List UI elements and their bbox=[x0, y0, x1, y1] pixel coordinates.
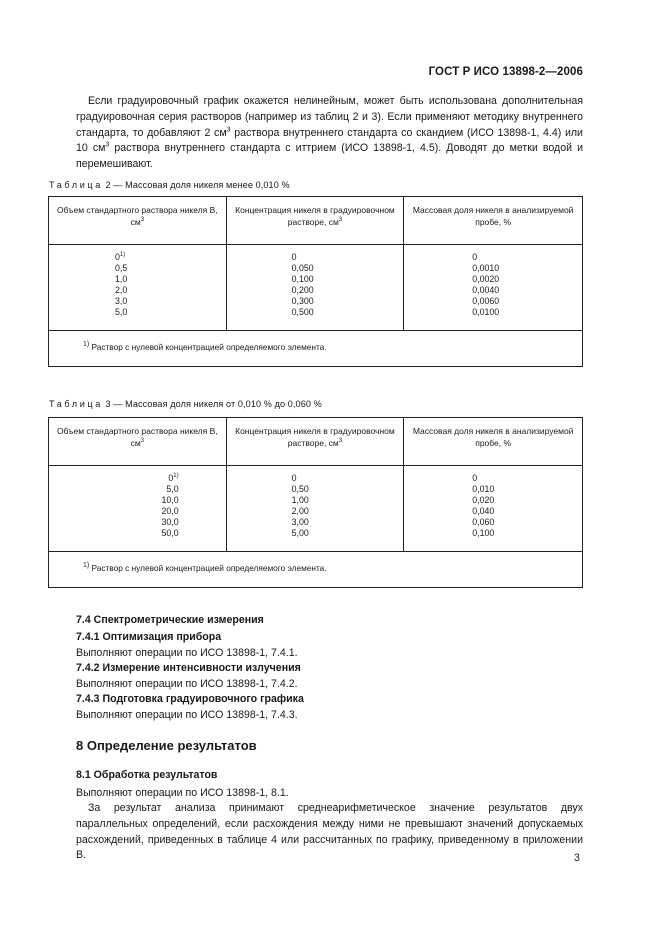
table2-vol-2: 1,0 bbox=[115, 273, 128, 284]
table3-col2-label: Концентрация никеля в градуировочном растворе, см bbox=[235, 426, 395, 448]
table2-frac-1: 0,0010 bbox=[472, 262, 500, 273]
table2-caption-word: Таблица bbox=[49, 180, 103, 190]
document-header: ГОСТ Р ИСО 13898-2—2006 bbox=[428, 66, 583, 78]
table3-footnote-mark: 1) bbox=[83, 562, 90, 569]
table3-vol-2: 10,0 bbox=[161, 494, 179, 505]
intro-sup-2: 3 bbox=[105, 141, 110, 149]
section-8-1-text: Выполняют операции по ИСО 13898-1, 8.1. bbox=[76, 787, 289, 799]
table3-col3-label: Массовая доля никеля в анализируемой пробе, % bbox=[412, 426, 574, 448]
table2-conc-2: 0,100 bbox=[291, 273, 314, 284]
table2-col1-sup: 3 bbox=[140, 217, 145, 224]
table3-vol-1: 5,0 bbox=[166, 483, 179, 494]
table3-concentration-cell bbox=[226, 466, 404, 552]
table2-caption bbox=[49, 180, 290, 190]
table3-fraction-cell bbox=[404, 466, 583, 552]
page-number: 3 bbox=[574, 852, 580, 864]
table3-header-volume bbox=[49, 418, 227, 466]
table3-body-row bbox=[49, 466, 583, 552]
table3-frac-2: 0,020 bbox=[472, 494, 495, 505]
table3-header-fraction bbox=[404, 418, 583, 466]
section-7-4-3-text: Выполняют операции по ИСО 13898-1, 7.4.3. bbox=[76, 709, 298, 721]
table3-zero-sup: 1) bbox=[173, 473, 179, 480]
table3-vol-3: 20,0 bbox=[161, 505, 179, 516]
section-8-1-title: 8.1 Обработка результатов bbox=[76, 769, 218, 781]
section-7-4-title: 7.4 Спектрометрические измерения bbox=[76, 614, 264, 626]
intro-text-3: раствора внутреннего стандарта с иттрием (ИСО 13898-1, 4.5). Доводят до метки водой и перемешивают. bbox=[76, 142, 583, 171]
table3-frac-0: 0 bbox=[472, 473, 478, 483]
table3-footnote-text: Раствор с нулевой концентрацией определяемого элемента. bbox=[89, 562, 327, 573]
intro-sup-1: 3 bbox=[226, 126, 231, 134]
table2-frac-4: 0,0060 bbox=[472, 295, 500, 306]
table3-conc-0: 0 bbox=[291, 473, 297, 483]
table2-footnote-row bbox=[49, 331, 583, 367]
table3-col1-sup: 3 bbox=[140, 438, 145, 445]
table3-header-row bbox=[49, 418, 583, 466]
table2-vol-4: 3,0 bbox=[115, 295, 128, 306]
table3 bbox=[48, 417, 583, 588]
table3-header-concentration bbox=[226, 418, 404, 466]
table3-col1-label: Объем стандартного раствора никеля В, см bbox=[56, 426, 218, 448]
table3-volume-cell bbox=[49, 466, 227, 552]
table2-col3-label: Массовая доля никеля в анализируемой пробе, % bbox=[412, 205, 574, 227]
table2-vol-0: 0$^{1)}$ bbox=[115, 252, 126, 262]
table3-caption bbox=[49, 399, 322, 409]
table3-conc-5: 5,00 bbox=[291, 527, 309, 538]
table2 bbox=[48, 196, 583, 367]
table2-concentration-cell bbox=[226, 245, 404, 331]
section-7-4-1-text: Выполняют операции по ИСО 13898-1, 7.4.1. bbox=[76, 647, 298, 659]
table3-caption-word: Таблица bbox=[49, 399, 103, 409]
table2-zero-sup: 1) bbox=[119, 252, 126, 259]
table2-conc-1: 0,050 bbox=[291, 262, 314, 273]
intro-paragraph bbox=[76, 94, 583, 173]
table3-frac-5: 0,100 bbox=[472, 527, 495, 538]
table2-col2-sup: 3 bbox=[338, 217, 343, 224]
table2-frac-2: 0,0020 bbox=[472, 273, 500, 284]
table2-header-fraction bbox=[404, 197, 583, 245]
table2-frac-3: 0,0040 bbox=[472, 284, 500, 295]
table3-conc-4: 3,00 bbox=[291, 516, 309, 527]
table2-volume-cell bbox=[49, 245, 227, 331]
table3-frac-3: 0,040 bbox=[472, 505, 495, 516]
table2-caption-text: 2 — Массовая доля никеля менее 0,010 % bbox=[102, 180, 290, 190]
table2-footnote-mark: 1) bbox=[83, 341, 90, 348]
table2-header-row bbox=[49, 197, 583, 245]
table3-frac-4: 0,060 bbox=[472, 516, 495, 527]
table3-frac-1: 0,010 bbox=[472, 483, 495, 494]
table2-header-concentration bbox=[226, 197, 404, 245]
table2-footnote-text: Раствор с нулевой концентрацией определяемого элемента. bbox=[89, 341, 327, 352]
table2-conc-4: 0,300 bbox=[291, 295, 314, 306]
table2-vol-3: 2,0 bbox=[115, 284, 128, 295]
table2-conc-0: 0 bbox=[291, 252, 297, 262]
section-7-4-1-title: 7.4.1 Оптимизация прибора bbox=[76, 631, 222, 643]
section-7-4-2-title: 7.4.2 Измерение интенсивности излучения bbox=[76, 662, 301, 674]
intro-text-1: Если градуировочный график окажется нелинейным, может быть использована дополнительная градуировочная серия растворов (например из таблиц 2 и 3). Если применяют методику внутреннего стандарта, то добавляют 2 см bbox=[76, 95, 583, 139]
table2-col1-label: Объем стандартного раствора никеля В, см bbox=[56, 205, 218, 227]
intro-text-2: раствора внутреннего стандарта со скандием (ИСО 13898-1, 4.4) или 10 см bbox=[76, 126, 583, 155]
table3-footnote-row bbox=[49, 552, 583, 588]
section-8-title: 8 Определение результатов bbox=[76, 738, 257, 753]
table3-vol-4: 30,0 bbox=[161, 516, 179, 527]
table2-frac-5: 0,0100 bbox=[472, 306, 500, 317]
table3-conc-3: 2,00 bbox=[291, 505, 309, 516]
table3-footnote bbox=[49, 552, 583, 588]
table2-frac-0: 0 bbox=[472, 252, 478, 262]
table3-conc-1: 0,50 bbox=[291, 483, 309, 494]
table2-fraction-cell bbox=[404, 245, 583, 331]
section-7-4-2-text: Выполняют операции по ИСО 13898-1, 7.4.2. bbox=[76, 678, 298, 690]
table2-vol-1: 0,5 bbox=[115, 262, 128, 273]
section-7-4-3-title: 7.4.3 Подготовка градуировочного графика bbox=[76, 693, 304, 705]
table2-conc-5: 0,500 bbox=[291, 306, 314, 317]
table2-col2-label: Концентрация никеля в градуировочном растворе, см bbox=[235, 205, 395, 227]
table2-body-row bbox=[49, 245, 583, 331]
section-8-1-paragraph: За результат анализа принимают среднеарифметическое значение результатов двух параллельных определений, если расхождения между ними не превышают значений допускаемых расхождений, приведенных в таблице 4 или рассчитанных по графику, приведенному в приложении В. bbox=[76, 802, 583, 862]
table3-caption-text: 3 — Массовая доля никеля от 0,010 % до 0,060 % bbox=[102, 399, 322, 409]
table2-footnote bbox=[49, 331, 583, 367]
table3-vol-0: 0$^{1)}$ bbox=[168, 473, 179, 483]
table3-vol-5: 50,0 bbox=[161, 527, 179, 538]
table2-header-volume bbox=[49, 197, 227, 245]
table2-vol-5: 5,0 bbox=[115, 306, 128, 317]
table3-col2-sup: 3 bbox=[338, 438, 343, 445]
table2-conc-3: 0,200 bbox=[291, 284, 314, 295]
table3-conc-2: 1,00 bbox=[291, 494, 309, 505]
